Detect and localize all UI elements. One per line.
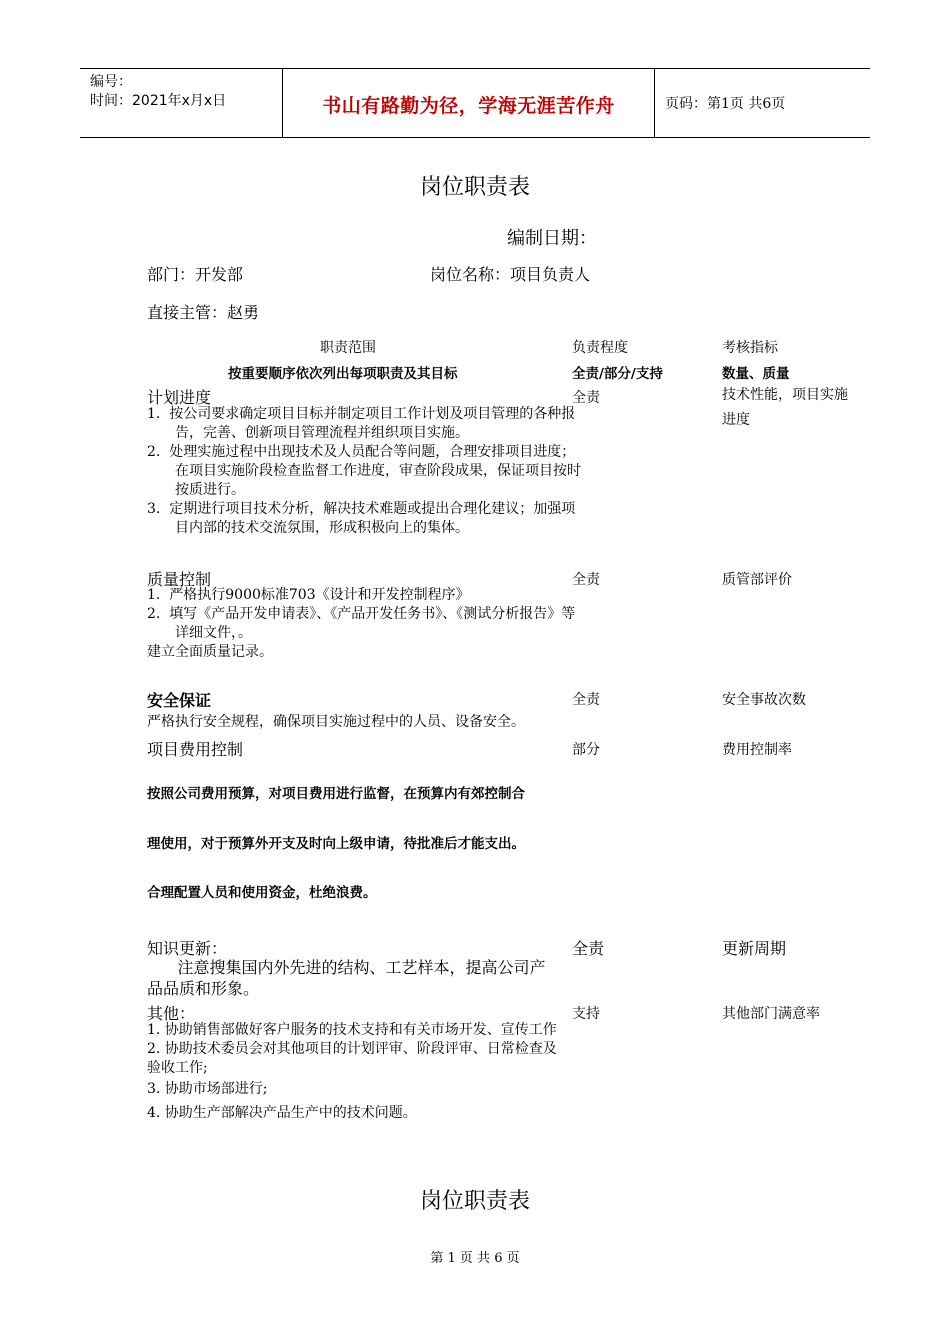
list-item: 2. 协助技术委员会对其他项目的计划评审、阶段评审、日常检查及验收工作; bbox=[147, 1041, 557, 1076]
header-left bbox=[90, 73, 226, 111]
plan-item-list bbox=[147, 405, 585, 538]
doc-date: 时间：2021年x月x日 bbox=[90, 93, 227, 109]
section-title-quality: 质量控制 bbox=[147, 570, 212, 589]
safety-responsibility-level: 全责 bbox=[572, 692, 600, 708]
section-title-other: 其他： bbox=[147, 1004, 196, 1023]
cost-line-2: 理使用，对于预算外开支及时向上级申请，待批准后才能支出。 bbox=[147, 836, 525, 852]
position-field: 岗位名称：项目负责人 bbox=[430, 265, 591, 284]
knowledge-text: 注意搜集国内外先进的结构、工艺样本，提高公司产品品质和形象。 bbox=[147, 958, 546, 998]
column-header-level: 负责程度 bbox=[572, 340, 628, 356]
header-page-info: 页码：第1页 共6页 bbox=[665, 96, 786, 112]
quality-responsibility-level: 全责 bbox=[572, 572, 600, 588]
cost-responsibility-level: 部分 bbox=[572, 742, 600, 758]
compile-date-label: 编制日期： bbox=[507, 228, 597, 249]
list-item: 4. 协助生产部解决产品生产中的技术问题。 bbox=[147, 1105, 417, 1121]
list-item: 2. 填写《产品开发申请表》、《产品开发任务书》、《测试分析报告》等详细文件，。 bbox=[147, 606, 576, 641]
page-title-repeat: 岗位职责表 bbox=[419, 1189, 530, 1214]
quality-item-list bbox=[147, 586, 585, 662]
cost-metric: 费用控制率 bbox=[722, 742, 792, 758]
list-item: 2. 处理实施过程中出现技术及人员配合等问题，合理安排项目进度；在项目实施阶段检查监督工作进度，审查阶段成果，保证项目按时按质进行。 bbox=[147, 444, 581, 498]
knowledge-metric: 更新周期 bbox=[722, 939, 787, 958]
safety-text: 严格执行安全规程，确保项目实施过程中的人员、设备安全。 bbox=[147, 714, 525, 730]
section-title-knowledge: 知识更新： bbox=[147, 939, 228, 958]
list-item: 3. 定期进行项目技术分析，解决技术难题或提出合理化建议；加强项目内部的技术交流氛围，形成积极向上的集体。 bbox=[147, 501, 576, 536]
plan-responsibility-level: 全责 bbox=[572, 390, 600, 406]
page-footer: 第 1 页 共 6 页 bbox=[430, 1251, 520, 1266]
cost-line-3: 合理配置人员和使用资金，杜绝浪费。 bbox=[147, 885, 377, 901]
page-title: 岗位职责表 bbox=[419, 175, 530, 200]
quality-metric: 质管部评价 bbox=[722, 572, 792, 588]
other-responsibility-level: 支持 bbox=[572, 1006, 600, 1022]
column-subheader-metric: 数量、质量 bbox=[722, 366, 790, 382]
column-subheader-scope: 按重要顺序依次列出每项职责及其目标 bbox=[228, 366, 458, 382]
column-subheader-level: 全责/部分/支持 bbox=[572, 366, 663, 382]
doc-number-label: 编号： bbox=[90, 74, 132, 90]
section-title-cost: 项目费用控制 bbox=[147, 740, 244, 759]
safety-metric: 安全事故次数 bbox=[722, 692, 806, 708]
header-motto: 书山有路勤为径，学海无涯苦作舟 bbox=[322, 95, 615, 117]
document-header bbox=[80, 68, 870, 138]
other-metric: 其他部门满意率 bbox=[722, 1006, 820, 1022]
quality-extra-text: 建立全面质量记录。 bbox=[147, 644, 273, 660]
list-item: 1. 按公司要求确定项目目标并制定项目工作计划及项目管理的各种报告，完善、创新项目管理流程并组织项目实施。 bbox=[147, 406, 576, 441]
other-item-list bbox=[147, 1021, 557, 1123]
plan-metric: 技术性能，项目实施进度 bbox=[722, 387, 848, 428]
department-field: 部门：开发部 bbox=[147, 265, 244, 284]
section-title-safety: 安全保证 bbox=[147, 691, 212, 710]
cost-line-1: 按照公司费用预算，对项目费用进行监督，在预算内有郊控制合 bbox=[147, 786, 525, 802]
list-item: 1. 严格执行9000标准703《设计和开发控制程序》 bbox=[147, 587, 470, 603]
list-item: 3. 协助市场部进行; bbox=[147, 1081, 268, 1097]
supervisor-field: 直接主管：赵勇 bbox=[147, 303, 260, 322]
column-header-metric: 考核指标 bbox=[722, 340, 778, 356]
section-title-plan: 计划进度 bbox=[147, 388, 212, 407]
list-item: 1. 协助销售部做好客户服务的技术支持和有关市场开发、宣传工作 bbox=[147, 1022, 557, 1038]
column-header-scope: 职责范围 bbox=[320, 340, 376, 356]
knowledge-responsibility-level: 全责 bbox=[572, 939, 605, 958]
